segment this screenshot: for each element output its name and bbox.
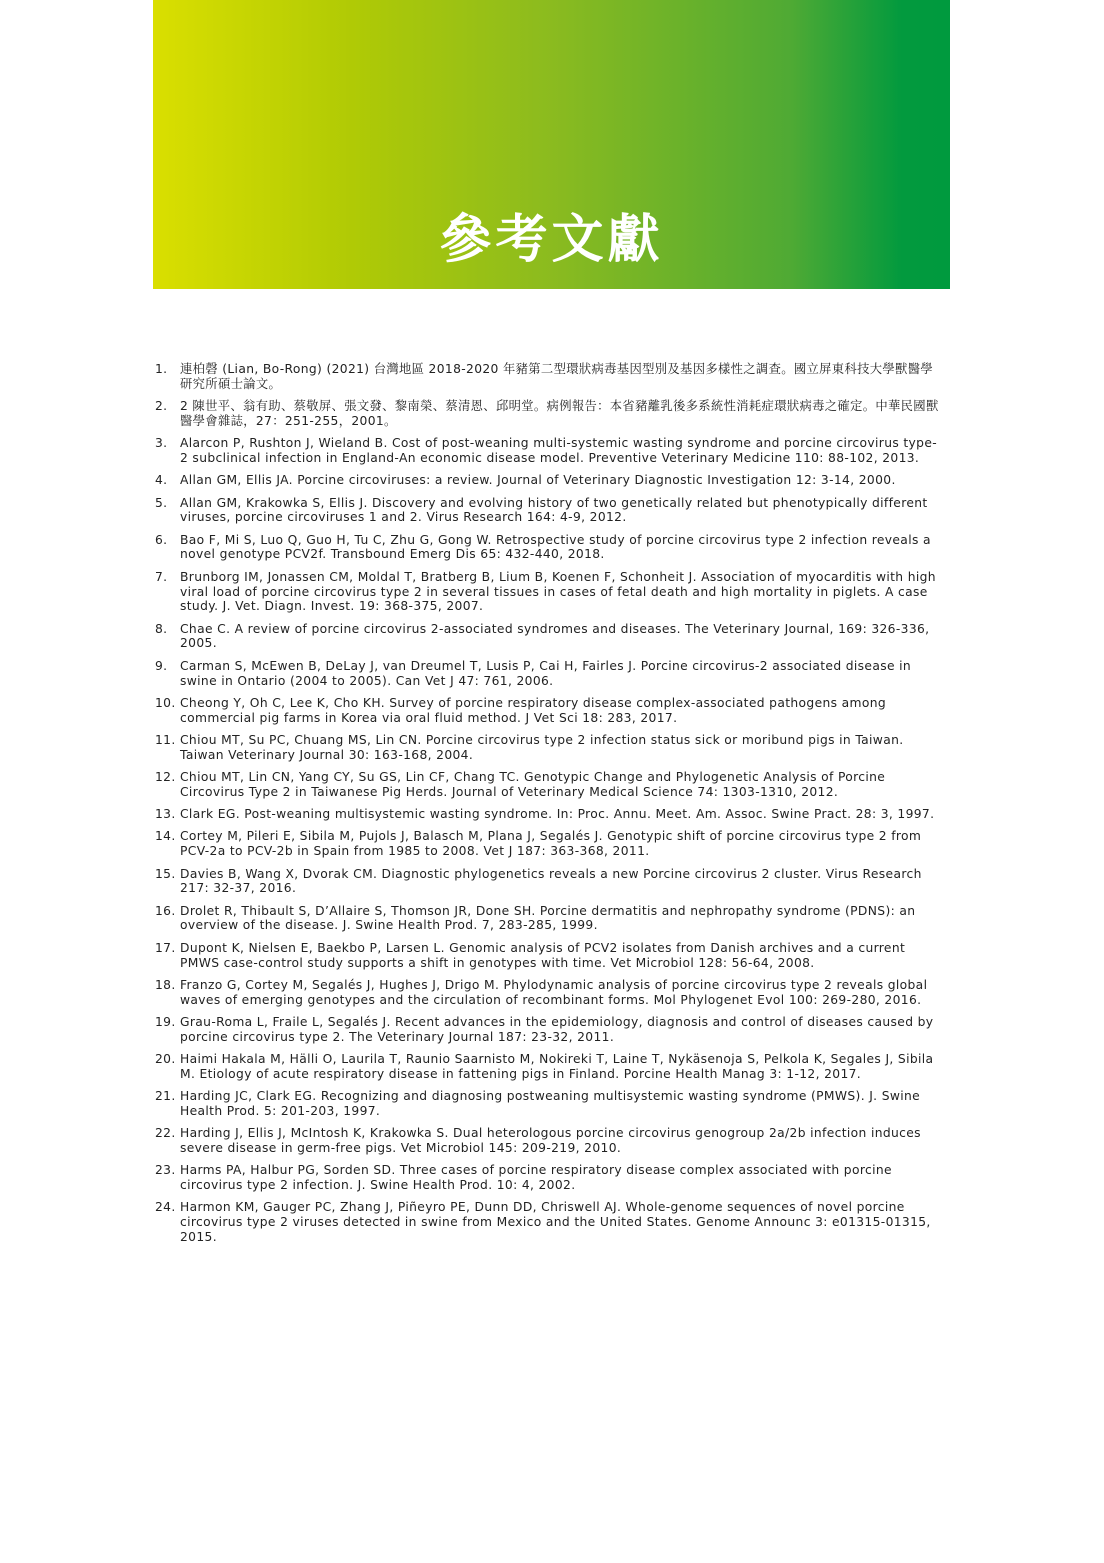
reference-text: Harding JC, Clark EG. Recognizing and diagnosing postweaning multisystemic wasting syndrome (PMWS). J. Swine Health Prod. 5: 201-203, 1997.: [180, 1089, 921, 1118]
reference-number: 12.: [155, 770, 176, 785]
reference-number: 24.: [155, 1200, 176, 1215]
reference-item: [155, 1015, 945, 1045]
reference-number: 10.: [155, 695, 176, 710]
reference-text: Chiou MT, Su PC, Chuang MS, Lin CN. Porcine circovirus type 2 infection status sick or moribund pigs in Taiwan. Taiwan Veterinary Journal 30: 163-168, 2004.: [180, 732, 904, 762]
reference-text: Harding J, Ellis J, McIntosh K, Krakowka S. Dual heterologous porcine circovirus genogroup 2a/2b infection induces severe disease in germ-free pigs. Vet Microbiol 145: 209-219, 2010.: [180, 1126, 921, 1155]
reference-number: 2.: [155, 399, 168, 414]
reference-number: 20.: [155, 1051, 176, 1066]
reference-text: Allan GM, Ellis JA. Porcine circoviruses: a review. Journal of Veterinary Diagnostic Investigation 12: 3-14, 2000.: [180, 473, 896, 488]
reference-item: [155, 659, 945, 689]
reference-item: [155, 436, 945, 466]
reference-text: Harms PA, Halbur PG, Sorden SD. Three cases of porcine respiratory disease complex associated with porcine circovirus type 2 infection. J. Swine Health Prod. 10: 4, 2002.: [180, 1163, 892, 1193]
reference-text: Dupont K, Nielsen E, Baekbo P, Larsen L. Genomic analysis of PCV2 isolates from Danish archives and a current PMWS case-control study supports a shift in genotypes with time. Vet Microbiol 128: 56-64, 2008.: [180, 940, 906, 970]
reference-item: [155, 1163, 945, 1193]
reference-text: Drolet R, Thibault S, D’Allaire S, Thomson JR, Done SH. Porcine dermatitis and nephropathy syndrome (PDNS): an overview of the disease. J. Swine Health Prod. 7, 283-285, 1999.: [180, 903, 916, 933]
reference-text: Carman S, McEwen B, DeLay J, van Dreumel T, Lusis P, Cai H, Fairles J. Porcine circovirus-2 associated disease in swine in Ontario (2004 to 2005). Can Vet J 47: 761, 2006.: [180, 658, 912, 688]
reference-text: Chae C. A review of porcine circovirus 2-associated syndromes and diseases. The Veterinary Journal, 169: 326-336, 2005.: [180, 621, 930, 651]
reference-item: [155, 807, 945, 822]
reference-number: 9.: [155, 658, 168, 673]
reference-item: [155, 978, 945, 1008]
reference-number: 7.: [155, 569, 168, 584]
reference-number: 18.: [155, 977, 176, 992]
reference-item: [155, 1089, 945, 1119]
reference-item: [155, 770, 945, 800]
reference-text: 2 陳世平、翁有助、蔡敬屏、張文發、黎南榮、蔡清恩、邱明堂。病例報告：本省豬離乳後多系統性消耗症環狀病毒之確定。中華民國獸醫學會雜誌，27：251-255，2001。: [180, 399, 939, 428]
reference-item: [155, 622, 945, 652]
reference-item: [155, 362, 945, 392]
reference-number: 6.: [155, 532, 168, 547]
reference-text: Harmon KM, Gauger PC, Zhang J, Piñeyro PE, Dunn DD, Chriswell AJ. Whole-genome sequences of novel porcine circovirus type 2 viruses detected in swine from Mexico and the United States. Genome Announc 3: e01315-01315, 2015.: [180, 1200, 931, 1244]
reference-text: Bao F, Mi S, Luo Q, Guo H, Tu C, Zhu G, Gong W. Retrospective study of porcine circovirus type 2 infection reveals a novel genotype PCV2f. Transbound Emerg Dis 65: 432-440, 2018.: [180, 532, 931, 562]
header-banner: [153, 0, 950, 289]
reference-number: 11.: [155, 732, 176, 747]
reference-number: 17.: [155, 940, 176, 955]
reference-text: Allan GM, Krakowka S, Ellis J. Discovery and evolving history of two genetically related but phenotypically different viruses, porcine circoviruses 1 and 2. Virus Research 164: 4-9, 2012.: [180, 495, 928, 525]
reference-text: Chiou MT, Lin CN, Yang CY, Su GS, Lin CF, Chang TC. Genotypic Change and Phylogenetic Analysis of Porcine Circovirus Type 2 in Taiwanese Pig Herds. Journal of Veterinary Medical Science 74: 1303-1310, 2012.: [180, 770, 886, 799]
reference-number: 8.: [155, 621, 168, 636]
reference-item: [155, 570, 945, 614]
reference-item: [155, 941, 945, 971]
reference-item: [155, 399, 945, 429]
reference-text: 連柏磬 (Lian, Bo-Rong) (2021) 台灣地區 2018-2020 年豬第二型環狀病毒基因型別及基因多樣性之調查。國立屏東科技大學獸醫學研究所碩士論文。: [180, 362, 933, 391]
reference-item: [155, 829, 945, 859]
reference-number: 19.: [155, 1014, 176, 1029]
reference-number: 22.: [155, 1126, 176, 1141]
page-title: 參考文獻: [439, 210, 664, 270]
reference-item: [155, 904, 945, 934]
reference-number: 1.: [155, 362, 168, 376]
reference-number: 21.: [155, 1089, 176, 1104]
reference-text: Davies B, Wang X, Dvorak CM. Diagnostic phylogenetics reveals a new Porcine circovirus 2 cluster. Virus Research 217: 32-37, 2016.: [180, 866, 922, 896]
reference-item: [155, 1200, 945, 1244]
reference-item: [155, 733, 945, 763]
reference-number: 3.: [155, 436, 168, 451]
reference-text: Haimi Hakala M, Hälli O, Laurila T, Raunio Saarnisto M, Nokireki T, Laine T, Nykäsenoja S, Pelkola K, Segales J, Sibila M. Etiology of acute respiratory disease in fattening pigs in Finland. Porcine Health Manag 3: 1-12, 2017.: [180, 1051, 934, 1081]
reference-text: Grau-Roma L, Fraile L, Segalés J. Recent advances in the epidemiology, diagnosis and control of diseases caused by porcine circovirus type 2. The Veterinary Journal 187: 23-32, 2011.: [180, 1014, 934, 1044]
reference-number: 16.: [155, 903, 176, 918]
reference-text: Alarcon P, Rushton J, Wieland B. Cost of post-weaning multi-systemic wasting syndrome and porcine circovirus type-2 subclinical infection in England-An economic disease model. Preventive Veterinary Medicine 110: 88-102, 2013.: [180, 436, 938, 465]
reference-text: Cortey M, Pileri E, Sibila M, Pujols J, Balasch M, Plana J, Segalés J. Genotypic shift of porcine circovirus type 2 from PCV-2a to PCV-2b in Spain from 1985 to 2008. Vet J 187: 363-368, 2011.: [180, 829, 922, 859]
reference-item: [155, 1052, 945, 1082]
reference-text: Franzo G, Cortey M, Segalés J, Hughes J, Drigo M. Phylodynamic analysis of porcine circovirus type 2 reveals global waves of emerging genotypes and the circulation of recombinant forms. Mol Phylogenet Evol 100: 269-280, 2016.: [180, 977, 928, 1007]
reference-number: 5.: [155, 495, 168, 510]
reference-item: [155, 1126, 945, 1156]
reference-item: [155, 496, 945, 526]
reference-item: [155, 533, 945, 563]
reference-list: [155, 362, 945, 1252]
reference-number: 15.: [155, 866, 176, 881]
reference-number: 14.: [155, 829, 176, 844]
reference-item: [155, 867, 945, 897]
reference-text: Cheong Y, Oh C, Lee K, Cho KH. Survey of porcine respiratory disease complex-associated pathogens among commercial pig farms in Korea via oral fluid method. J Vet Sci 18: 283, 2017.: [180, 695, 887, 725]
reference-text: Brunborg IM, Jonassen CM, Moldal T, Bratberg B, Lium B, Koenen F, Schonheit J. Association of myocarditis with high viral load of porcine circovirus type 2 in several tissues in cases of fetal death and high mortality in piglets. A case study. J. Vet. Diagn. Invest. 19: 368-375, 2007.: [180, 569, 936, 614]
reference-item: [155, 696, 945, 726]
reference-text: Clark EG. Post-weaning multisystemic wasting syndrome. In: Proc. Annu. Meet. Am. Assoc. Swine Pract. 28: 3, 1997.: [180, 807, 935, 822]
reference-number: 4.: [155, 473, 168, 488]
reference-number: 23.: [155, 1163, 176, 1178]
reference-item: [155, 473, 945, 488]
reference-number: 13.: [155, 807, 176, 822]
